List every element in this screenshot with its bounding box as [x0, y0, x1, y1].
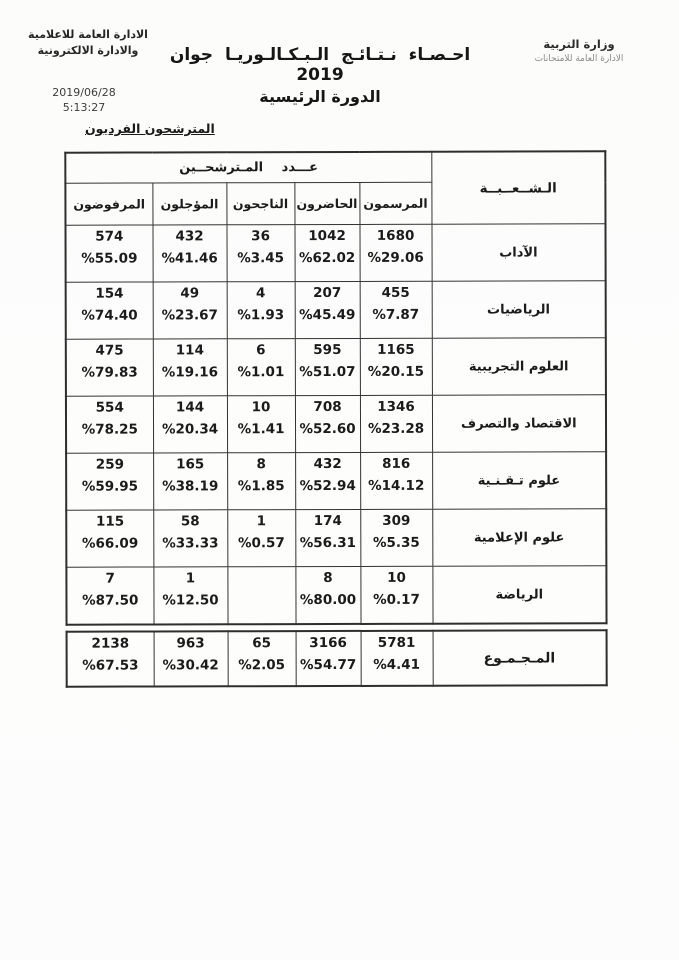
stat-cell: [66, 339, 153, 396]
table-row: [66, 338, 606, 396]
stat-cell: [67, 631, 154, 686]
stat-percent: %67.53: [82, 657, 139, 674]
stat-percent: %29.06: [367, 249, 424, 266]
branch-cell: الرياضيات: [432, 281, 606, 338]
title-line2: الدورة الرئيسية: [259, 87, 381, 106]
table-group-header-row: [65, 151, 605, 183]
stat-count: 4: [255, 285, 266, 302]
stat-percent: %2.05: [238, 657, 286, 674]
stat-cell: [66, 453, 153, 510]
department-line1: الادارة العامة للاعلامية: [28, 28, 148, 41]
stat-cell: [153, 339, 227, 396]
stat-count: 154: [95, 285, 124, 302]
stat-count: 816: [382, 455, 411, 472]
stat-cell: [227, 225, 295, 282]
print-time: 5:13:27: [62, 101, 106, 114]
column-header-present: الحاضرون: [294, 182, 359, 224]
stat-percent: %52.60: [299, 420, 356, 438]
stat-percent: %23.67: [161, 307, 218, 324]
stat-cell: [227, 567, 295, 625]
stat-cell: [154, 631, 228, 686]
section-label: المترشحون الفرديون: [85, 121, 215, 136]
stat-cell: [360, 395, 432, 452]
stat-count: 1680: [376, 227, 415, 244]
stat-percent: %51.07: [299, 363, 356, 381]
stat-percent: %4.41: [373, 656, 421, 673]
stat-cell: [153, 510, 227, 567]
stat-cell: [66, 567, 153, 625]
stat-count: 1042: [308, 227, 346, 245]
stat-percent: %3.45: [237, 250, 285, 267]
table-row: [66, 281, 606, 339]
stat-percent: %20.15: [367, 363, 425, 380]
branch-cell: الآداب: [432, 224, 606, 281]
stat-percent: %5.35: [372, 534, 420, 551]
stat-count: 574: [95, 228, 124, 245]
results-table-wrap: [64, 150, 609, 687]
department-line2: والادارة الالكترونية: [37, 44, 139, 57]
stat-count: 455: [381, 284, 410, 301]
stat-percent: %78.25: [81, 421, 138, 438]
stat-count: 2138: [91, 635, 130, 652]
branch-cell: الرياضة: [432, 566, 606, 624]
total-row: [67, 630, 607, 686]
table-row: [66, 452, 606, 510]
stat-percent: %0.17: [373, 591, 420, 608]
stat-cell: [360, 452, 432, 509]
results-table: [64, 150, 607, 625]
total-table: [66, 629, 608, 687]
stat-count: 309: [382, 512, 411, 529]
table-row: [66, 566, 606, 625]
stat-percent: %14.12: [368, 477, 425, 494]
stat-cell: [295, 452, 360, 509]
branch-cell: المـجـمـوع: [433, 630, 607, 685]
stat-percent: %80.00: [299, 591, 357, 609]
stat-cell: [227, 339, 295, 396]
stat-percent: %0.57: [237, 535, 285, 552]
stat-percent: %20.34: [161, 421, 219, 438]
column-header-registered: المرسمون: [359, 182, 431, 224]
stat-cell: [66, 510, 153, 567]
stat-cell: [65, 225, 152, 282]
stat-percent: %33.33: [162, 535, 219, 552]
stat-count: 10: [387, 569, 406, 586]
table-row: [66, 395, 606, 453]
stat-percent: %7.87: [372, 306, 420, 323]
stat-cell: [295, 509, 360, 566]
stat-cell: [295, 566, 360, 624]
stat-count: 554: [95, 399, 124, 416]
column-header-passed: الناجحون: [226, 183, 294, 225]
stat-count: 49: [180, 285, 200, 302]
column-header-rejected: المرفوضون: [65, 183, 152, 225]
stat-cell: [361, 631, 433, 686]
stat-percent: %19.16: [161, 364, 219, 381]
stat-count: 1: [185, 570, 196, 587]
stat-count: 1165: [377, 341, 415, 358]
branch-cell: الاقتصاد والتصرف: [432, 395, 606, 452]
ministry-subtitle: الادارة العامة للامتحانات: [534, 54, 624, 64]
stat-cell: [296, 631, 361, 686]
stat-count: 7: [105, 570, 115, 587]
stat-count: 963: [176, 635, 205, 652]
stat-cell: [360, 224, 432, 281]
column-header-deferred: المؤجلون: [152, 183, 226, 225]
stat-percent: %30.42: [162, 657, 219, 674]
ministry-name: وزارة التربية: [543, 37, 615, 51]
stat-count: 8: [256, 456, 266, 473]
document-title: [148, 45, 492, 106]
stat-percent: %12.50: [162, 592, 219, 609]
stat-cell: [295, 224, 360, 281]
branch-cell: العلوم التجريبية: [432, 338, 606, 395]
stat-count: 115: [95, 513, 125, 530]
stat-percent: %87.50: [82, 592, 139, 609]
title-line1: احـصـاء نـتـائـج الـبـكـالـوريـا جوان 2019: [169, 45, 471, 85]
stat-percent: %54.77: [299, 656, 357, 674]
print-date: 2019/06/28: [52, 86, 116, 99]
total-body: [67, 630, 607, 686]
stat-cell: [360, 509, 432, 566]
ministry-header: [499, 37, 659, 64]
stat-cell: [360, 338, 432, 395]
stat-percent: %45.49: [299, 306, 356, 324]
stat-cell: [228, 631, 296, 686]
stat-count: 5781: [377, 634, 416, 651]
stat-percent: %38.19: [162, 478, 219, 495]
stat-percent: %55.09: [81, 250, 138, 267]
department-header: [12, 27, 164, 59]
stat-count: 65: [252, 635, 271, 652]
stat-percent: %23.28: [367, 420, 425, 437]
table-row: [66, 509, 606, 567]
stat-count: 475: [95, 342, 124, 359]
stat-count: 3166: [309, 634, 347, 652]
stat-cell: [227, 396, 295, 453]
stat-percent: %79.83: [81, 364, 138, 381]
branch-header-cell: الـشــعــبــة: [431, 151, 605, 224]
stat-percent: %1.85: [237, 478, 285, 495]
stat-cell: [153, 225, 227, 282]
candidates-count-header-cell: عـــدد المـترشحــين: [65, 152, 431, 183]
stat-count: 10: [251, 399, 271, 416]
stat-cell: [153, 567, 227, 625]
stat-percent: %56.31: [299, 534, 357, 552]
stat-percent: %62.02: [298, 249, 356, 267]
stat-cell: [360, 281, 432, 338]
stat-cell: [227, 453, 295, 510]
print-datetime: [28, 85, 140, 115]
stat-cell: [153, 453, 227, 510]
stat-cell: [153, 396, 227, 453]
stat-cell: [360, 566, 432, 624]
stat-count: 36: [251, 228, 270, 245]
stat-cell: [153, 282, 227, 339]
stat-count: 6: [256, 342, 266, 359]
stat-count: 207: [313, 284, 342, 302]
stat-cell: [295, 395, 360, 452]
stat-cell: [227, 510, 295, 567]
stat-count: 58: [180, 513, 200, 530]
stat-count: 114: [175, 342, 204, 359]
stat-count: 144: [175, 399, 205, 416]
stat-count: 1346: [377, 398, 415, 415]
stat-cell: [295, 338, 360, 395]
stat-percent: %66.09: [81, 535, 139, 552]
stat-count: 595: [313, 341, 342, 359]
stat-percent: %1.01: [237, 364, 285, 381]
stat-percent: %74.40: [81, 307, 138, 324]
branch-cell: علوم تـقـنـية: [432, 452, 606, 509]
stat-cell: [227, 282, 295, 339]
stat-percent: %1.93: [237, 307, 285, 324]
stat-percent: %59.95: [81, 478, 139, 495]
stat-percent: %41.46: [161, 250, 218, 267]
branch-cell: علوم الإعلامية: [432, 509, 606, 566]
stat-count: 708: [313, 398, 342, 416]
stat-count: 259: [95, 456, 124, 473]
stat-percent: %1.41: [237, 421, 285, 438]
stat-count: 1: [256, 513, 267, 530]
stat-count: 165: [176, 456, 205, 473]
table-row: [65, 224, 605, 282]
stat-cell: [66, 282, 153, 339]
stat-cell: [66, 396, 153, 453]
stat-count: 432: [175, 228, 204, 245]
stat-percent: %52.94: [299, 477, 356, 495]
table-body: [65, 224, 606, 625]
stat-count: 8: [323, 570, 333, 587]
stat-count: 174: [313, 512, 342, 530]
stat-count: 432: [313, 455, 342, 473]
stat-cell: [295, 281, 360, 338]
